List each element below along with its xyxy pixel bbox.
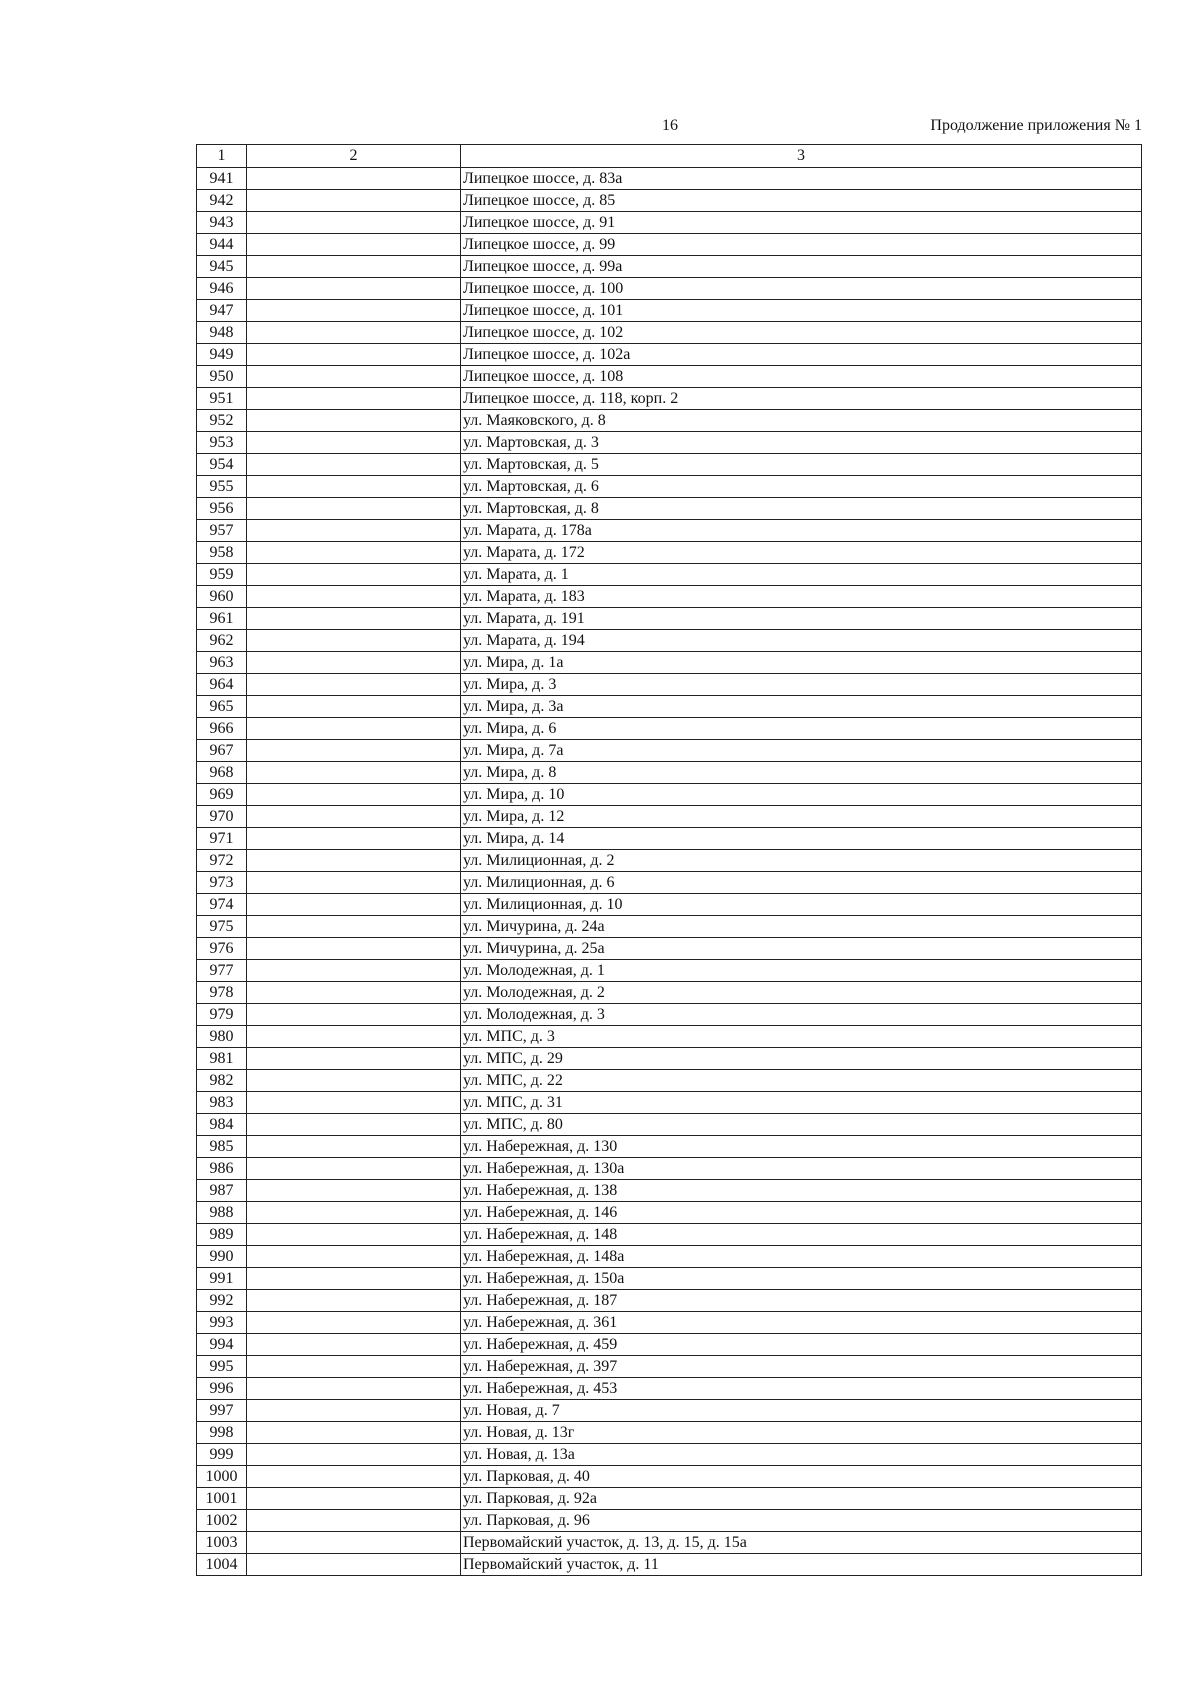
row-address: ул. Парковая, д. 40 bbox=[461, 1466, 1142, 1488]
row-column-2 bbox=[247, 894, 461, 916]
row-column-2 bbox=[247, 872, 461, 894]
table-row bbox=[197, 806, 1142, 828]
table-row bbox=[197, 894, 1142, 916]
row-address: ул. Молодежная, д. 2 bbox=[461, 982, 1142, 1004]
row-column-2 bbox=[247, 740, 461, 762]
table-row bbox=[197, 1114, 1142, 1136]
address-table bbox=[196, 144, 1142, 1576]
row-number: 960 bbox=[197, 586, 247, 608]
row-address: ул. Милиционная, д. 10 bbox=[461, 894, 1142, 916]
table-row bbox=[197, 696, 1142, 718]
row-column-2 bbox=[247, 1224, 461, 1246]
table-row bbox=[197, 1510, 1142, 1532]
table-row bbox=[197, 1224, 1142, 1246]
row-number: 946 bbox=[197, 278, 247, 300]
row-column-2 bbox=[247, 366, 461, 388]
row-number: 999 bbox=[197, 1444, 247, 1466]
row-address: ул. Марата, д. 194 bbox=[461, 630, 1142, 652]
row-column-2 bbox=[247, 278, 461, 300]
row-address: Липецкое шоссе, д. 83а bbox=[461, 168, 1142, 190]
table-row bbox=[197, 432, 1142, 454]
column-header-2: 2 bbox=[247, 145, 461, 168]
table-row bbox=[197, 1070, 1142, 1092]
row-column-2 bbox=[247, 1466, 461, 1488]
row-address: ул. Мартовская, д. 6 bbox=[461, 476, 1142, 498]
row-column-2 bbox=[247, 388, 461, 410]
table-row bbox=[197, 784, 1142, 806]
table-row bbox=[197, 630, 1142, 652]
table-row bbox=[197, 850, 1142, 872]
row-address: ул. Мира, д. 14 bbox=[461, 828, 1142, 850]
table-row bbox=[197, 1048, 1142, 1070]
row-column-2 bbox=[247, 1180, 461, 1202]
row-column-2 bbox=[247, 344, 461, 366]
row-address: ул. Мартовская, д. 8 bbox=[461, 498, 1142, 520]
column-header-3: 3 bbox=[461, 145, 1142, 168]
row-address: Липецкое шоссе, д. 108 bbox=[461, 366, 1142, 388]
row-address: Липецкое шоссе, д. 101 bbox=[461, 300, 1142, 322]
row-column-2 bbox=[247, 1400, 461, 1422]
row-address: ул. Парковая, д. 92а bbox=[461, 1488, 1142, 1510]
table-row bbox=[197, 740, 1142, 762]
row-number: 962 bbox=[197, 630, 247, 652]
row-column-2 bbox=[247, 982, 461, 1004]
table-row bbox=[197, 1136, 1142, 1158]
row-column-2 bbox=[247, 190, 461, 212]
table-row bbox=[197, 542, 1142, 564]
row-column-2 bbox=[247, 916, 461, 938]
row-number: 996 bbox=[197, 1378, 247, 1400]
row-address: ул. Парковая, д. 96 bbox=[461, 1510, 1142, 1532]
row-column-2 bbox=[247, 1334, 461, 1356]
table-row bbox=[197, 1334, 1142, 1356]
row-address: Первомайский участок, д. 13, д. 15, д. 15а bbox=[461, 1532, 1142, 1554]
row-address: ул. Набережная, д. 150а bbox=[461, 1268, 1142, 1290]
row-address: ул. Набережная, д. 138 bbox=[461, 1180, 1142, 1202]
row-column-2 bbox=[247, 1202, 461, 1224]
row-number: 994 bbox=[197, 1334, 247, 1356]
row-number: 957 bbox=[197, 520, 247, 542]
row-address: ул. Мира, д. 6 bbox=[461, 718, 1142, 740]
row-column-2 bbox=[247, 1268, 461, 1290]
table-row bbox=[197, 564, 1142, 586]
table-row bbox=[197, 960, 1142, 982]
row-column-2 bbox=[247, 520, 461, 542]
row-column-2 bbox=[247, 1070, 461, 1092]
row-number: 979 bbox=[197, 1004, 247, 1026]
row-number: 954 bbox=[197, 454, 247, 476]
row-number: 952 bbox=[197, 410, 247, 432]
row-column-2 bbox=[247, 1136, 461, 1158]
row-column-2 bbox=[247, 1422, 461, 1444]
page-number: 16 bbox=[662, 117, 678, 134]
row-address: ул. Милиционная, д. 6 bbox=[461, 872, 1142, 894]
table-row bbox=[197, 1290, 1142, 1312]
table-row bbox=[197, 1422, 1142, 1444]
row-column-2 bbox=[247, 608, 461, 630]
table-row bbox=[197, 1532, 1142, 1554]
row-address: ул. Мира, д. 8 bbox=[461, 762, 1142, 784]
row-number: 956 bbox=[197, 498, 247, 520]
table-row bbox=[197, 1488, 1142, 1510]
row-number: 953 bbox=[197, 432, 247, 454]
table-row bbox=[197, 1378, 1142, 1400]
table-row bbox=[197, 982, 1142, 1004]
row-address: ул. Новая, д. 7 bbox=[461, 1400, 1142, 1422]
table-row bbox=[197, 520, 1142, 542]
row-number: 949 bbox=[197, 344, 247, 366]
row-column-2 bbox=[247, 432, 461, 454]
row-number: 985 bbox=[197, 1136, 247, 1158]
table-header-row bbox=[197, 145, 1142, 168]
row-number: 963 bbox=[197, 652, 247, 674]
row-address: Липецкое шоссе, д. 102 bbox=[461, 322, 1142, 344]
row-number: 980 bbox=[197, 1026, 247, 1048]
row-address: ул. Мира, д. 3 bbox=[461, 674, 1142, 696]
table-row bbox=[197, 1268, 1142, 1290]
row-address: ул. Марата, д. 178а bbox=[461, 520, 1142, 542]
table-row bbox=[197, 410, 1142, 432]
table-row bbox=[197, 1092, 1142, 1114]
row-address: ул. Мира, д. 1а bbox=[461, 652, 1142, 674]
table-row bbox=[197, 498, 1142, 520]
row-number: 969 bbox=[197, 784, 247, 806]
row-number: 942 bbox=[197, 190, 247, 212]
row-number: 941 bbox=[197, 168, 247, 190]
table-row bbox=[197, 1466, 1142, 1488]
row-address: ул. Набережная, д. 148 bbox=[461, 1224, 1142, 1246]
row-column-2 bbox=[247, 1554, 461, 1576]
table-row bbox=[197, 872, 1142, 894]
row-column-2 bbox=[247, 234, 461, 256]
row-column-2 bbox=[247, 674, 461, 696]
row-address: Первомайский участок, д. 11 bbox=[461, 1554, 1142, 1576]
row-address: ул. Набережная, д. 361 bbox=[461, 1312, 1142, 1334]
row-column-2 bbox=[247, 1026, 461, 1048]
row-address: ул. Набережная, д. 397 bbox=[461, 1356, 1142, 1378]
row-column-2 bbox=[247, 938, 461, 960]
row-column-2 bbox=[247, 322, 461, 344]
table-row bbox=[197, 234, 1142, 256]
row-column-2 bbox=[247, 1356, 461, 1378]
row-address: ул. Набережная, д. 146 bbox=[461, 1202, 1142, 1224]
table-row bbox=[197, 1026, 1142, 1048]
row-number: 995 bbox=[197, 1356, 247, 1378]
row-number: 991 bbox=[197, 1268, 247, 1290]
table-row bbox=[197, 762, 1142, 784]
row-number: 1001 bbox=[197, 1488, 247, 1510]
table-row bbox=[197, 300, 1142, 322]
table-row bbox=[197, 916, 1142, 938]
row-column-2 bbox=[247, 1312, 461, 1334]
row-column-2 bbox=[247, 1114, 461, 1136]
row-number: 992 bbox=[197, 1290, 247, 1312]
row-number: 983 bbox=[197, 1092, 247, 1114]
row-column-2 bbox=[247, 1290, 461, 1312]
table-row bbox=[197, 212, 1142, 234]
row-number: 976 bbox=[197, 938, 247, 960]
table-row bbox=[197, 718, 1142, 740]
table-row bbox=[197, 366, 1142, 388]
table-row bbox=[197, 278, 1142, 300]
row-number: 961 bbox=[197, 608, 247, 630]
row-number: 1000 bbox=[197, 1466, 247, 1488]
row-number: 978 bbox=[197, 982, 247, 1004]
table-row bbox=[197, 168, 1142, 190]
row-number: 967 bbox=[197, 740, 247, 762]
row-column-2 bbox=[247, 630, 461, 652]
row-address: ул. Милиционная, д. 2 bbox=[461, 850, 1142, 872]
continuation-label: Продолжение приложения № 1 bbox=[930, 117, 1142, 134]
row-address: Липецкое шоссе, д. 85 bbox=[461, 190, 1142, 212]
table-row bbox=[197, 256, 1142, 278]
row-number: 997 bbox=[197, 1400, 247, 1422]
row-number: 977 bbox=[197, 960, 247, 982]
table-row bbox=[197, 454, 1142, 476]
row-number: 950 bbox=[197, 366, 247, 388]
row-number: 955 bbox=[197, 476, 247, 498]
row-column-2 bbox=[247, 960, 461, 982]
table-row bbox=[197, 674, 1142, 696]
table-row bbox=[197, 828, 1142, 850]
row-number: 984 bbox=[197, 1114, 247, 1136]
row-column-2 bbox=[247, 410, 461, 432]
table-row bbox=[197, 476, 1142, 498]
row-number: 951 bbox=[197, 388, 247, 410]
row-number: 958 bbox=[197, 542, 247, 564]
row-number: 993 bbox=[197, 1312, 247, 1334]
row-column-2 bbox=[247, 542, 461, 564]
row-column-2 bbox=[247, 564, 461, 586]
row-column-2 bbox=[247, 476, 461, 498]
row-number: 1003 bbox=[197, 1532, 247, 1554]
row-number: 989 bbox=[197, 1224, 247, 1246]
row-column-2 bbox=[247, 498, 461, 520]
table-row bbox=[197, 1246, 1142, 1268]
row-number: 948 bbox=[197, 322, 247, 344]
row-address: ул. Марата, д. 191 bbox=[461, 608, 1142, 630]
row-column-2 bbox=[247, 1444, 461, 1466]
row-column-2 bbox=[247, 300, 461, 322]
table-row bbox=[197, 190, 1142, 212]
row-column-2 bbox=[247, 1246, 461, 1268]
row-number: 959 bbox=[197, 564, 247, 586]
row-number: 986 bbox=[197, 1158, 247, 1180]
row-number: 988 bbox=[197, 1202, 247, 1224]
row-address: ул. МПС, д. 31 bbox=[461, 1092, 1142, 1114]
table-row bbox=[197, 1158, 1142, 1180]
table-row bbox=[197, 1180, 1142, 1202]
row-number: 971 bbox=[197, 828, 247, 850]
row-number: 975 bbox=[197, 916, 247, 938]
row-address: ул. МПС, д. 29 bbox=[461, 1048, 1142, 1070]
row-number: 982 bbox=[197, 1070, 247, 1092]
row-address: ул. Набережная, д. 187 bbox=[461, 1290, 1142, 1312]
row-address: Липецкое шоссе, д. 118, корп. 2 bbox=[461, 388, 1142, 410]
row-address: ул. Мартовская, д. 5 bbox=[461, 454, 1142, 476]
row-number: 945 bbox=[197, 256, 247, 278]
row-address: ул. Мира, д. 10 bbox=[461, 784, 1142, 806]
row-column-2 bbox=[247, 1048, 461, 1070]
row-address: ул. Набережная, д. 130а bbox=[461, 1158, 1142, 1180]
row-number: 970 bbox=[197, 806, 247, 828]
table-row bbox=[197, 1356, 1142, 1378]
row-address: ул. Новая, д. 13г bbox=[461, 1422, 1142, 1444]
row-address: Липецкое шоссе, д. 99 bbox=[461, 234, 1142, 256]
table-row bbox=[197, 652, 1142, 674]
row-column-2 bbox=[247, 762, 461, 784]
table-row bbox=[197, 388, 1142, 410]
row-number: 964 bbox=[197, 674, 247, 696]
row-number: 998 bbox=[197, 1422, 247, 1444]
row-column-2 bbox=[247, 1004, 461, 1026]
row-number: 981 bbox=[197, 1048, 247, 1070]
row-address: ул. Набережная, д. 453 bbox=[461, 1378, 1142, 1400]
row-column-2 bbox=[247, 806, 461, 828]
row-column-2 bbox=[247, 1378, 461, 1400]
table-row bbox=[197, 586, 1142, 608]
table-row bbox=[197, 1444, 1142, 1466]
row-number: 974 bbox=[197, 894, 247, 916]
table-row bbox=[197, 1202, 1142, 1224]
row-column-2 bbox=[247, 784, 461, 806]
row-column-2 bbox=[247, 586, 461, 608]
row-number: 966 bbox=[197, 718, 247, 740]
row-address: ул. Новая, д. 13а bbox=[461, 1444, 1142, 1466]
table-row bbox=[197, 608, 1142, 630]
row-number: 947 bbox=[197, 300, 247, 322]
row-number: 965 bbox=[197, 696, 247, 718]
table-row bbox=[197, 1004, 1142, 1026]
row-address: ул. МПС, д. 3 bbox=[461, 1026, 1142, 1048]
row-column-2 bbox=[247, 212, 461, 234]
row-address: Липецкое шоссе, д. 102а bbox=[461, 344, 1142, 366]
row-number: 987 bbox=[197, 1180, 247, 1202]
row-address: ул. МПС, д. 80 bbox=[461, 1114, 1142, 1136]
column-header-1: 1 bbox=[197, 145, 247, 168]
row-number: 972 bbox=[197, 850, 247, 872]
row-column-2 bbox=[247, 1532, 461, 1554]
table-row bbox=[197, 1312, 1142, 1334]
row-address: ул. Набережная, д. 148а bbox=[461, 1246, 1142, 1268]
row-address: ул. Мичурина, д. 25а bbox=[461, 938, 1142, 960]
row-address: ул. Молодежная, д. 1 bbox=[461, 960, 1142, 982]
table-row bbox=[197, 322, 1142, 344]
row-column-2 bbox=[247, 1510, 461, 1532]
row-column-2 bbox=[247, 454, 461, 476]
row-number: 943 bbox=[197, 212, 247, 234]
row-address: ул. Набережная, д. 130 bbox=[461, 1136, 1142, 1158]
row-address: ул. Марата, д. 183 bbox=[461, 586, 1142, 608]
row-number: 1004 bbox=[197, 1554, 247, 1576]
row-address: ул. Марата, д. 172 bbox=[461, 542, 1142, 564]
table-body bbox=[197, 168, 1142, 1576]
table-row bbox=[197, 938, 1142, 960]
row-number: 968 bbox=[197, 762, 247, 784]
row-address: ул. Мартовская, д. 3 bbox=[461, 432, 1142, 454]
row-address: Липецкое шоссе, д. 99а bbox=[461, 256, 1142, 278]
row-column-2 bbox=[247, 1092, 461, 1114]
row-number: 990 bbox=[197, 1246, 247, 1268]
row-address: Липецкое шоссе, д. 100 bbox=[461, 278, 1142, 300]
table-row bbox=[197, 1554, 1142, 1576]
row-column-2 bbox=[247, 652, 461, 674]
row-address: ул. Мира, д. 12 bbox=[461, 806, 1142, 828]
table-row bbox=[197, 1400, 1142, 1422]
row-address: ул. Мичурина, д. 24а bbox=[461, 916, 1142, 938]
row-column-2 bbox=[247, 1488, 461, 1510]
row-address: ул. Набережная, д. 459 bbox=[461, 1334, 1142, 1356]
row-column-2 bbox=[247, 168, 461, 190]
row-column-2 bbox=[247, 718, 461, 740]
row-address: ул. Молодежная, д. 3 bbox=[461, 1004, 1142, 1026]
row-column-2 bbox=[247, 696, 461, 718]
row-address: ул. МПС, д. 22 bbox=[461, 1070, 1142, 1092]
row-number: 973 bbox=[197, 872, 247, 894]
row-address: ул. Марата, д. 1 bbox=[461, 564, 1142, 586]
row-address: Липецкое шоссе, д. 91 bbox=[461, 212, 1142, 234]
row-number: 944 bbox=[197, 234, 247, 256]
table-row bbox=[197, 344, 1142, 366]
row-address: ул. Мира, д. 3а bbox=[461, 696, 1142, 718]
row-address: ул. Мира, д. 7а bbox=[461, 740, 1142, 762]
row-number: 1002 bbox=[197, 1510, 247, 1532]
row-column-2 bbox=[247, 1158, 461, 1180]
row-column-2 bbox=[247, 850, 461, 872]
row-column-2 bbox=[247, 256, 461, 278]
row-address: ул. Маяковского, д. 8 bbox=[461, 410, 1142, 432]
row-column-2 bbox=[247, 828, 461, 850]
